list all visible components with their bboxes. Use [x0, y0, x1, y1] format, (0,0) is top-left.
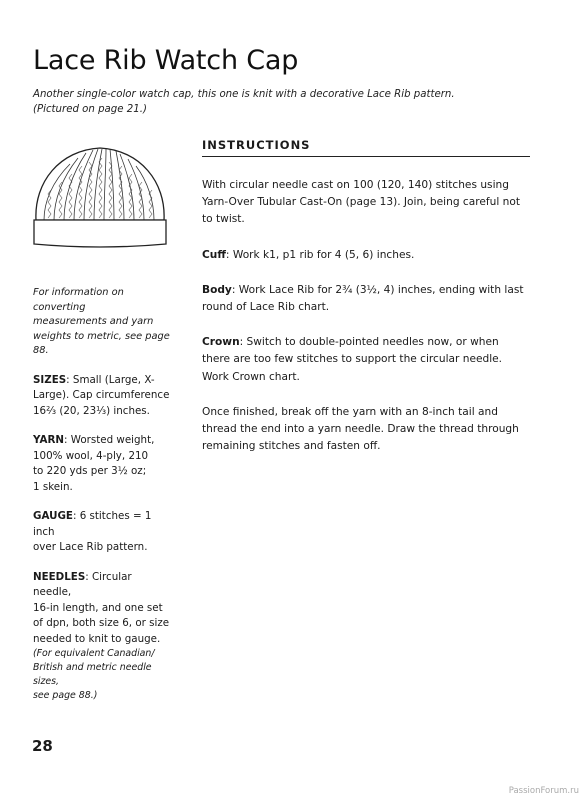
- needles-line: 16-in length, and one set: [33, 601, 163, 614]
- yarn-section: [33, 433, 173, 495]
- cuff-text: : Work k1, p1 rib for 4 (5, 6) inches.: [225, 248, 415, 261]
- watermark: PassionForum.ru: [508, 786, 579, 796]
- metric-note: [33, 286, 173, 359]
- instructions-heading: INSTRUCTIONS: [202, 138, 530, 157]
- needles-note-line: see page 88.): [33, 690, 98, 701]
- crown-paragraph: [202, 334, 530, 386]
- needles-note-line: British and metric needle sizes,: [33, 662, 152, 687]
- instructions: [202, 138, 530, 473]
- gauge-label: GAUGE: [33, 510, 73, 522]
- cuff-label: Cuff: [202, 248, 226, 261]
- yarn-line: 1 skein.: [33, 480, 73, 493]
- needles-line: of dpn, both size 6, or size: [33, 617, 170, 629]
- gauge-section: [33, 509, 173, 556]
- hat-cuff: [34, 220, 166, 247]
- needles-line: needed to knit to gauge.: [33, 632, 161, 645]
- finish-line: thread the end into a yarn needle. Draw the thread through: [202, 423, 519, 436]
- intro-text: [33, 87, 463, 117]
- intro-line: (Pictured on page 21.): [33, 104, 147, 115]
- note-line: For information on converting: [33, 287, 124, 313]
- note-line: weights to metric, see page 88.: [33, 330, 170, 356]
- page-number: 28: [32, 737, 53, 755]
- finish-line: remaining stitches and fasten off.: [202, 440, 381, 453]
- page-title: Lace Rib Watch Cap: [33, 45, 299, 76]
- sizes-line: Large). Cap circumference: [33, 389, 170, 401]
- crown-line: : Switch to double-pointed needles now, or when: [239, 336, 499, 349]
- sizes-line: 16⅔ (20, 23⅓) inches.: [33, 404, 150, 417]
- cast-on-line: With circular needle cast on 100 (120, 140) stitches using: [202, 179, 509, 191]
- finish-paragraph: [202, 404, 530, 456]
- cuff-paragraph: [202, 247, 530, 264]
- crown-label: Crown: [202, 336, 240, 349]
- body-label: Body: [202, 283, 232, 296]
- cast-on-paragraph: [202, 177, 530, 229]
- crown-line: Work Crown chart.: [202, 370, 300, 383]
- yarn-line: to 220 yds per 3½ oz;: [33, 465, 147, 477]
- body-paragraph: [202, 282, 530, 316]
- needles-note-line: (For equivalent Canadian/: [33, 648, 155, 659]
- yarn-line: 100% wool, 4-ply, 210: [33, 449, 149, 462]
- sizes-line: : Small (Large, X-: [66, 373, 155, 386]
- body-line: round of Lace Rib chart.: [202, 301, 330, 314]
- finish-line: Once finished, break off the yarn with an 8-inch tail and: [202, 405, 498, 418]
- gauge-line: : 6 stitches = 1 inch: [33, 510, 152, 538]
- hat-illustration: [30, 142, 170, 254]
- gauge-line: over Lace Rib pattern.: [33, 541, 148, 553]
- sizes-label: SIZES: [33, 373, 67, 386]
- yarn-line: : Worsted weight,: [64, 434, 155, 446]
- crown-line: there are too few stitches to support the circular needle.: [202, 353, 503, 366]
- needles-label: NEEDLES: [33, 570, 86, 583]
- needles-section: [33, 570, 173, 704]
- body-line: : Work Lace Rib for 2¾ (3½, 4) inches, ending with last: [231, 283, 524, 296]
- note-line: measurements and yarn: [33, 316, 154, 327]
- yarn-label: YARN: [33, 434, 64, 446]
- cast-on-line: to twist.: [202, 213, 245, 226]
- needles-line: : Circular needle,: [33, 570, 132, 598]
- sidebar: [33, 286, 173, 717]
- intro-line: Another single-color watch cap, this one is knit with a decorative Lace Rib pattern.: [33, 89, 455, 100]
- cast-on-line: Yarn-Over Tubular Cast-On (page 13). Join, being careful not: [202, 196, 520, 209]
- sizes-section: [33, 373, 173, 420]
